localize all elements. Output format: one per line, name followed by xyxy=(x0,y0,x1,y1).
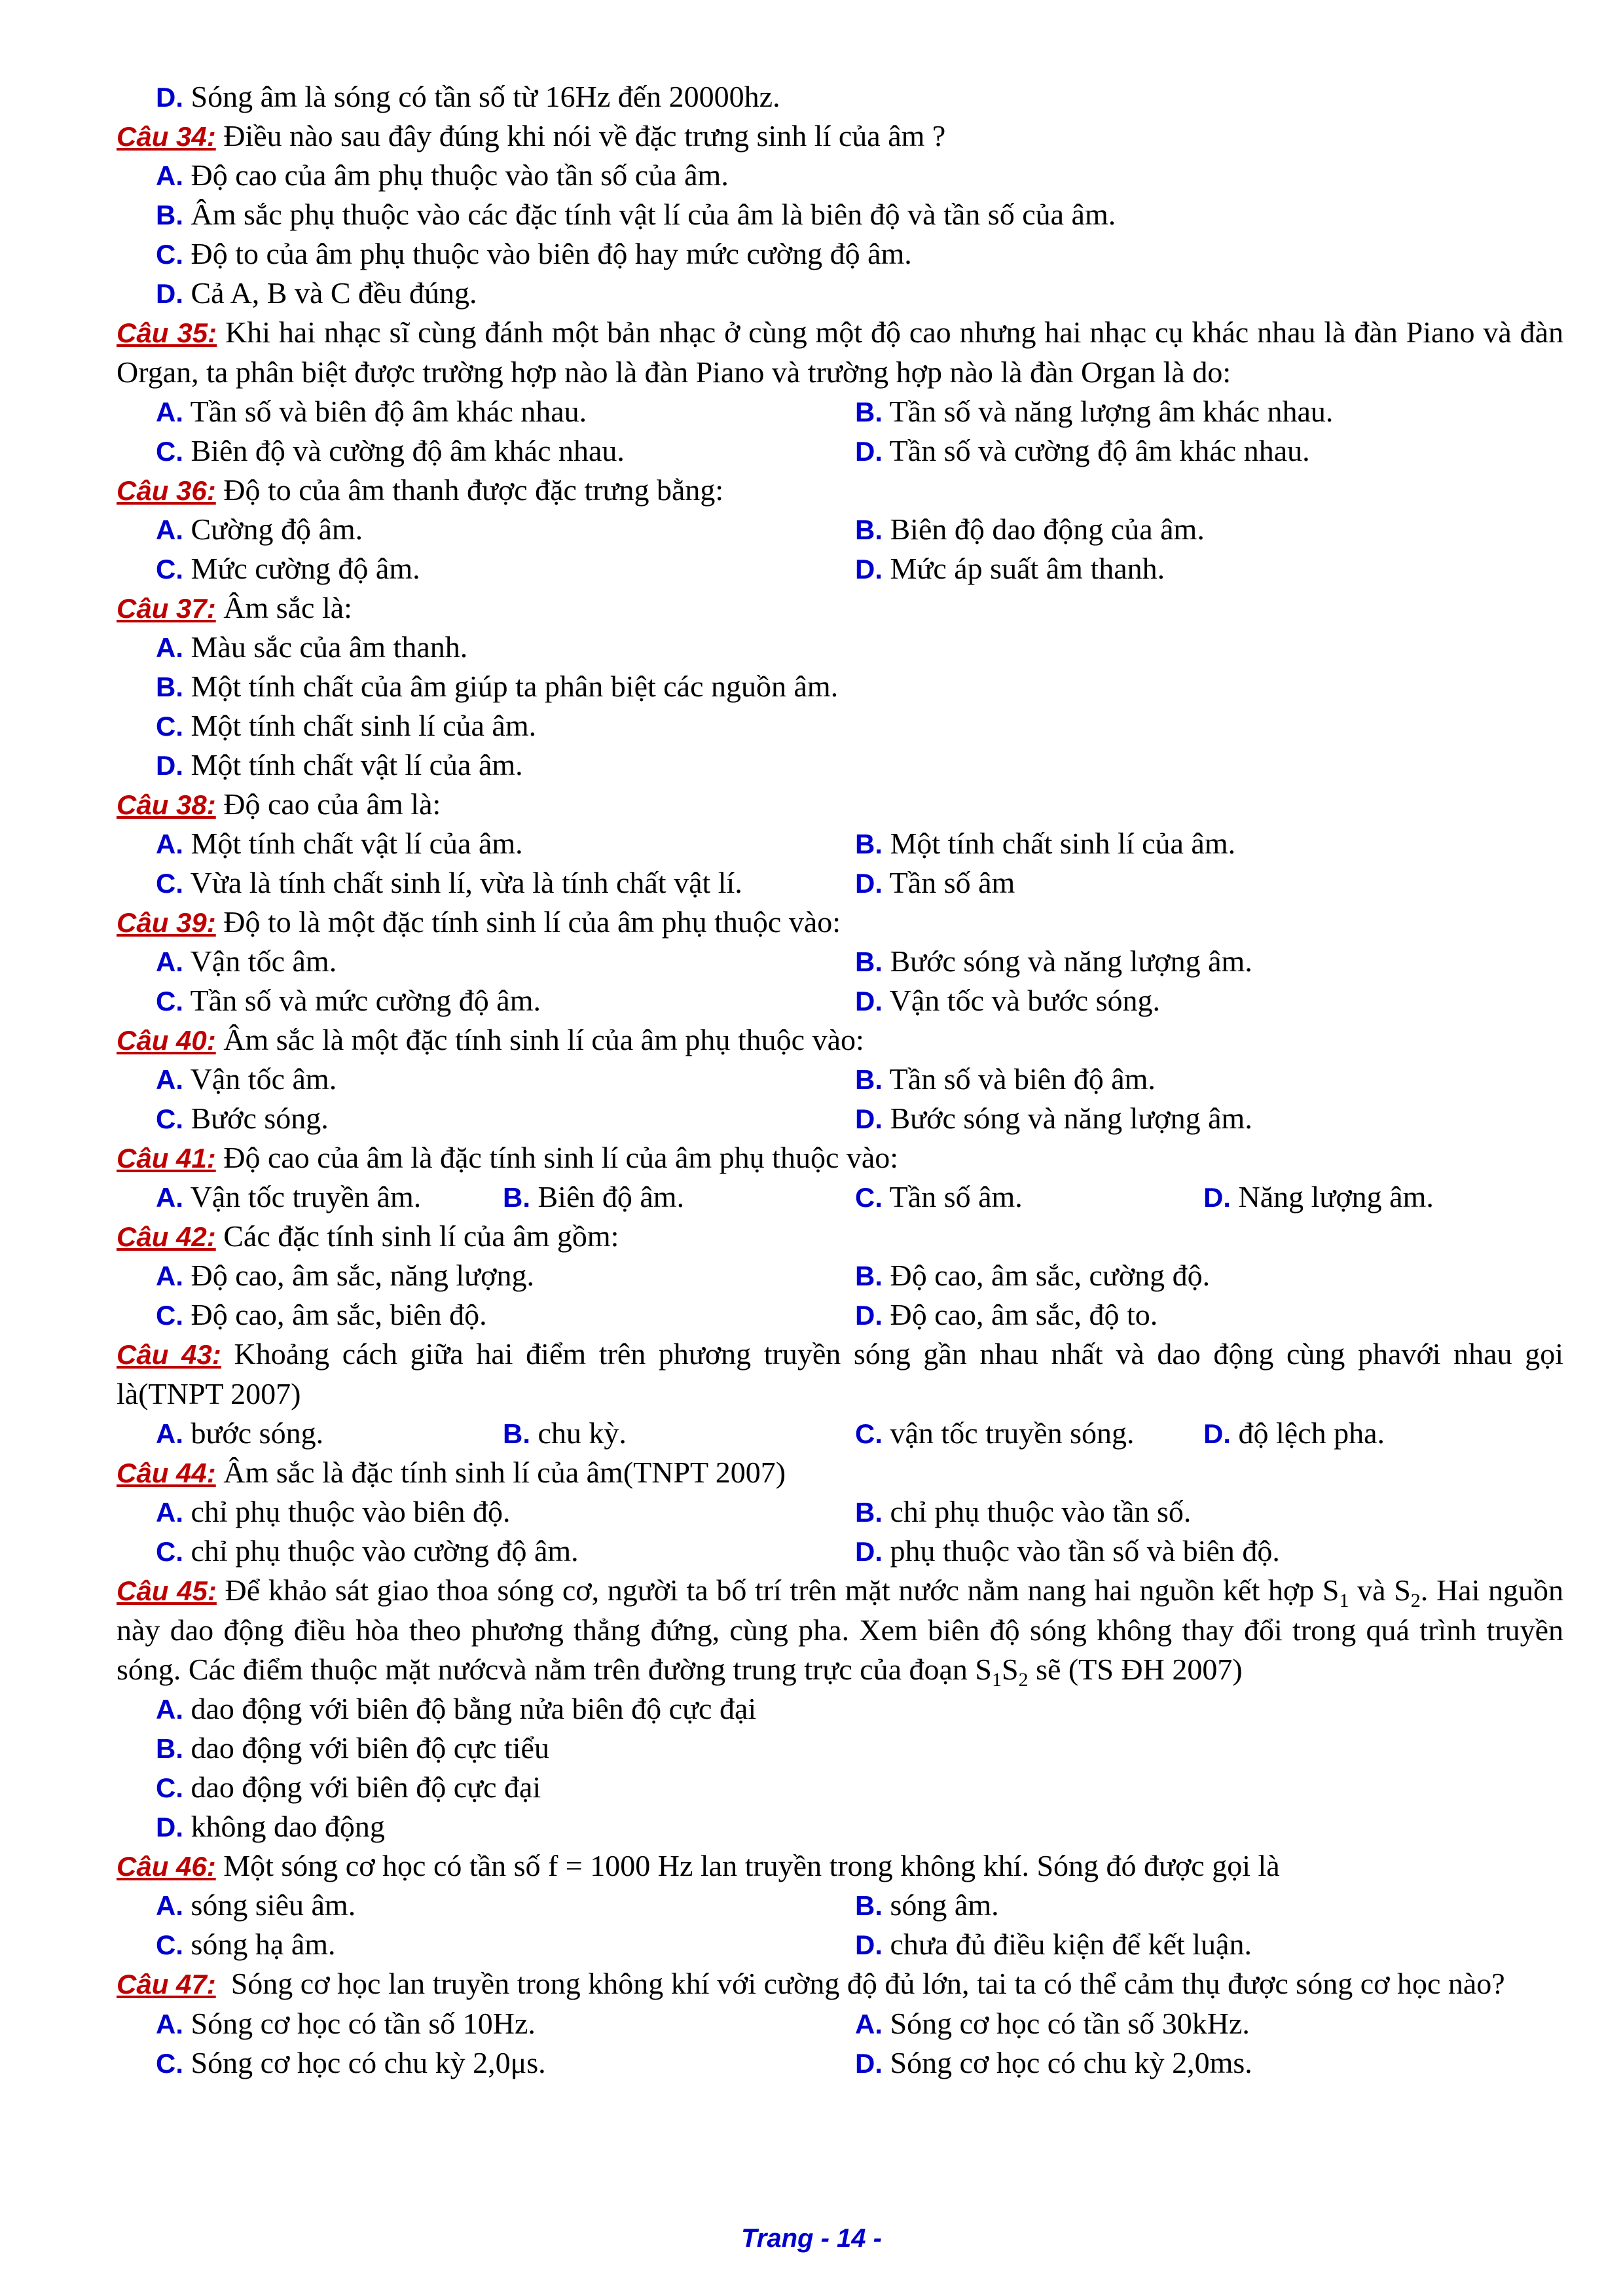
option-a: A. Màu sắc của âm thanh. xyxy=(156,630,468,664)
question-44 xyxy=(117,1453,1563,1492)
option-line xyxy=(117,77,1563,117)
option-a: A. Độ cao, âm sắc, năng lượng. xyxy=(156,1259,534,1292)
page-number: Trang - 14 - xyxy=(741,2224,882,2253)
question-number: Câu 46: xyxy=(117,1851,216,1882)
question-37 xyxy=(117,588,1563,628)
option-b: B. Âm sắc phụ thuộc vào các đặc tính vật lí của âm là biên độ và tần số của âm. xyxy=(156,198,1116,231)
question-number: Câu 35: xyxy=(117,317,217,348)
option-c: C. Độ to của âm phụ thuộc vào biên độ hay mức cường độ âm. xyxy=(156,237,912,270)
question-text: Điều nào sau đây đúng khi nói về đặc trưng sinh lí của âm ? xyxy=(223,119,946,152)
question-43 xyxy=(117,1335,1563,1414)
option-d: D. Mức áp suất âm thanh. xyxy=(855,552,1165,585)
question-text: Một sóng cơ học có tần số f = 1000 Hz lan truyền trong không khí. Sóng đó được gọi là xyxy=(223,1849,1280,1882)
question-text: Âm sắc là một đặc tính sinh lí của âm phụ thuộc vào: xyxy=(223,1023,864,1056)
question-number: Câu 45: xyxy=(117,1575,217,1606)
option-a: A. chỉ phụ thuộc vào biên độ. xyxy=(156,1495,511,1528)
question-number: Câu 38: xyxy=(117,789,216,820)
question-42 xyxy=(117,1217,1563,1256)
question-47 xyxy=(117,1964,1563,2004)
option-d: D. Năng lượng âm. xyxy=(1203,1180,1434,1213)
question-text: Độ cao của âm là: xyxy=(223,787,441,821)
option-a: A. Vận tốc âm. xyxy=(156,1062,337,1096)
option-d: D. Tần số âm xyxy=(855,866,1015,899)
option-b: B. Bước sóng và năng lượng âm. xyxy=(855,944,1252,978)
option-b: A. Sóng cơ học có tần số 30kHz. xyxy=(855,2007,1250,2040)
option-c: C. Sóng cơ học có chu kỳ 2,0μs. xyxy=(156,2046,546,2079)
option-b: B. chỉ phụ thuộc vào tần số. xyxy=(855,1495,1192,1528)
option-c: C. Một tính chất sinh lí của âm. xyxy=(156,709,537,742)
option-c: C. Tần số âm. xyxy=(855,1180,1023,1213)
option-a: A. Độ cao của âm phụ thuộc vào tần số của âm. xyxy=(156,158,729,192)
option-d: D. phụ thuộc vào tần số và biên độ. xyxy=(855,1534,1280,1568)
option-c: C. Mức cường độ âm. xyxy=(156,552,420,585)
option-c: C. Bước sóng. xyxy=(156,1102,329,1135)
question-45 xyxy=(117,1571,1563,1689)
option-b: B. dao động với biên độ cực tiểu xyxy=(156,1731,549,1765)
question-number: Câu 44: xyxy=(117,1458,216,1488)
option-c: C. sóng hạ âm. xyxy=(156,1928,336,1961)
option-a: A. dao động với biên độ bằng nửa biên độ cực đại xyxy=(156,1692,757,1725)
question-text: Các đặc tính sinh lí của âm gồm: xyxy=(223,1219,619,1253)
option-a: A. Vận tốc âm. xyxy=(156,944,337,978)
question-number: Câu 43: xyxy=(117,1339,221,1370)
question-number: Câu 42: xyxy=(117,1221,216,1252)
option-c: C. chỉ phụ thuộc vào cường độ âm. xyxy=(156,1534,579,1568)
question-text: Khoảng cách giữa hai điểm trên phương truyền sóng gần nhau nhất và dao động cùng phavới nhau gọi là(TNPT 2007) xyxy=(117,1337,1564,1410)
question-number: Câu 34: xyxy=(117,121,216,152)
question-text: Âm sắc là: xyxy=(223,591,352,624)
option-c: C. Tần số và mức cường độ âm. xyxy=(156,984,541,1017)
option-b: B. Một tính chất của âm giúp ta phân biệt các nguồn âm. xyxy=(156,670,839,703)
option-b: B. Tần số và năng lượng âm khác nhau. xyxy=(855,395,1334,428)
question-34 xyxy=(117,117,1563,156)
option-a: A. Cường độ âm. xyxy=(156,512,363,546)
option-d: D. Bước sóng và năng lượng âm. xyxy=(855,1102,1252,1135)
question-text: Độ to của âm thanh được đặc trưng bằng: xyxy=(223,473,724,507)
option-a: A. sóng siêu âm. xyxy=(156,1888,356,1922)
question-35 xyxy=(117,313,1563,392)
question-39 xyxy=(117,903,1563,942)
question-text: Độ to là một đặc tính sinh lí của âm phụ thuộc vào: xyxy=(223,905,841,939)
option-b: B. sóng âm. xyxy=(855,1888,999,1922)
option-d: D. Tần số và cường độ âm khác nhau. xyxy=(855,434,1310,467)
option-c: C. dao động với biên độ cực đại xyxy=(156,1770,541,1804)
option-b: B. Tần số và biên độ âm. xyxy=(855,1062,1156,1096)
question-number: Câu 41: xyxy=(117,1143,216,1174)
option-d: D. không dao động xyxy=(156,1810,385,1843)
option-d: D. Sóng cơ học có chu kỳ 2,0ms. xyxy=(855,2046,1252,2079)
option-b: B. chu kỳ. xyxy=(503,1416,627,1450)
question-text: Sóng cơ học lan truyền trong không khí với cường độ đủ lớn, tai ta có thể cảm thụ được sóng cơ học nào? xyxy=(230,1967,1505,2000)
question-41 xyxy=(117,1138,1563,1177)
question-40 xyxy=(117,1020,1563,1060)
option-d: D. Một tính chất vật lí của âm. xyxy=(156,748,523,781)
question-number: Câu 39: xyxy=(117,907,216,938)
question-number: Câu 37: xyxy=(117,593,216,624)
option-c: C. Vừa là tính chất sinh lí, vừa là tính chất vật lí. xyxy=(156,866,742,899)
option-d: D. Sóng âm là sóng có tần số từ 16Hz đến 20000hz. xyxy=(156,80,780,113)
question-number: Câu 47: xyxy=(117,1969,216,2000)
question-number: Câu 40: xyxy=(117,1025,216,1056)
option-a: A. Tần số và biên độ âm khác nhau. xyxy=(156,395,587,428)
option-c: C. Độ cao, âm sắc, biên độ. xyxy=(156,1298,487,1331)
option-a: A. bước sóng. xyxy=(156,1416,324,1450)
option-a: A. Một tính chất vật lí của âm. xyxy=(156,827,523,860)
option-b: B. Một tính chất sinh lí của âm. xyxy=(855,827,1236,860)
question-text: Khi hai nhạc sĩ cùng đánh một bản nhạc ở cùng một độ cao nhưng hai nhạc cụ khác nhau là đàn Piano và đàn Organ, ta phân biệt được trường hợp nào là đàn Piano và trường hợp nào là đàn Organ là do: xyxy=(117,315,1564,389)
question-number: Câu 36: xyxy=(117,475,216,506)
option-a: A. Sóng cơ học có tần số 10Hz. xyxy=(156,2007,536,2040)
option-c: C. vận tốc truyền sóng. xyxy=(855,1416,1135,1450)
question-text: Âm sắc là đặc tính sinh lí của âm(TNPT 2007) xyxy=(223,1456,786,1489)
option-d: D. Độ cao, âm sắc, độ to. xyxy=(855,1298,1158,1331)
question-text: Để khảo sát giao thoa sóng cơ, người ta bố trí trên mặt nước nằm nang hai nguồn kết hợp $S_1$ và $S_2$. Hai nguồn này dao động điều hòa theo phương thẳng đứng, cùng pha. Xem biên độ sóng không thay đổi trong quá trình truyền sóng. Các điểm thuộc mặt nướcvà nằm trên đường trung trực của đoạn $S_1S_2$ sẽ (TS ĐH 2007) xyxy=(117,1573,1564,1691)
option-c: C. Biên độ và cường độ âm khác nhau. xyxy=(156,434,625,467)
option-b: B. Biên độ dao động của âm. xyxy=(855,512,1205,546)
option-d: D. Cả A, B và C đều đúng. xyxy=(156,276,477,310)
option-b: B. Độ cao, âm sắc, cường độ. xyxy=(855,1259,1211,1292)
option-d: D. chưa đủ điều kiện để kết luận. xyxy=(855,1928,1252,1961)
question-list xyxy=(117,77,1563,2083)
question-46 xyxy=(117,1846,1563,1886)
option-b: B. Biên độ âm. xyxy=(503,1180,685,1213)
question-36 xyxy=(117,471,1563,510)
option-d: D. Vận tốc và bước sóng. xyxy=(855,984,1160,1017)
option-d: D. độ lệch pha. xyxy=(1203,1416,1385,1450)
question-38 xyxy=(117,785,1563,824)
option-a: A. Vận tốc truyền âm. xyxy=(156,1180,422,1213)
question-text: Độ cao của âm là đặc tính sinh lí của âm phụ thuộc vào: xyxy=(223,1141,899,1174)
